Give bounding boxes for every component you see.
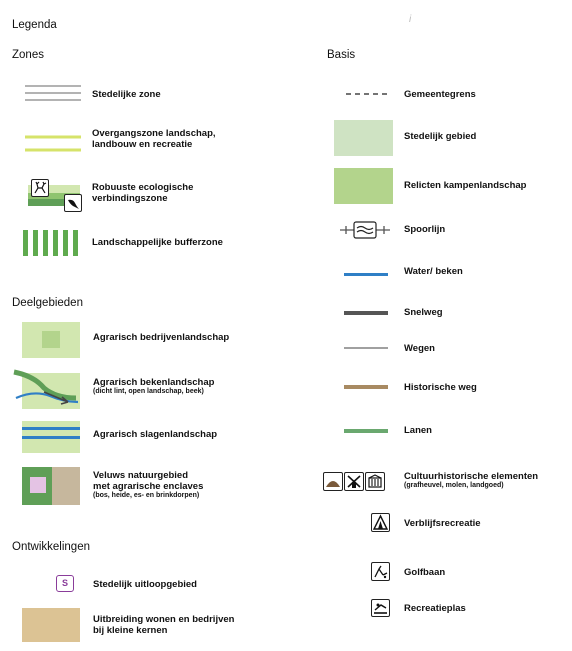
basis-label-water: Water/ beken <box>404 266 463 277</box>
slagenlandschap-symbol <box>22 421 80 453</box>
basis-label-spoorlijn: Spoorlijn <box>404 224 446 235</box>
legend-title: Legenda <box>12 19 57 31</box>
landgoed-icon <box>365 472 385 491</box>
deer-icon <box>31 179 49 197</box>
snelweg-symbol <box>344 311 388 315</box>
gemeentegrens-symbol <box>346 92 388 96</box>
basis-label-stedelijk-gebied: Stedelijk gebied <box>404 131 477 142</box>
section-basis: Basis <box>327 49 356 61</box>
wegen-symbol <box>344 347 388 349</box>
lanen-symbol <box>344 429 388 433</box>
section-deelgebieden: Deelgebieden <box>12 297 83 309</box>
relicten-symbol <box>334 168 393 204</box>
stedelijk-gebied-symbol <box>334 120 393 156</box>
molen-icon <box>344 472 364 491</box>
basis-label-historische-weg: Historische weg <box>404 382 477 393</box>
zone-label-overgangszone: Overgangszone landschap, landbouw en recreatie <box>92 128 216 150</box>
section-zones: Zones <box>12 49 44 61</box>
basis-label-wegen: Wegen <box>404 343 435 354</box>
zone-label-stedelijke-zone: Stedelijke zone <box>92 89 161 100</box>
basis-label-gemeentegrens: Gemeentegrens <box>404 89 476 100</box>
ontwikkeling-label-uitbreiding: Uitbreiding wonen en bedrijven bij kleine kernen <box>93 614 235 636</box>
basis-label-golfbaan: Golfbaan <box>404 567 446 578</box>
deelgebied-label-bekenlandschap: Agrarisch bekenlandschap (dicht lint, open landschap, beek) <box>93 377 215 395</box>
bufferzone-symbol <box>23 230 79 256</box>
deelgebied-label-veluws: Veluws natuurgebied met agrarische enclaves (bos, heide, es- en brinkdorpen) <box>93 470 204 499</box>
historische-weg-symbol <box>344 385 388 389</box>
golf-icon <box>371 562 390 581</box>
grafheuvel-icon <box>323 472 343 491</box>
water-symbol <box>344 273 388 276</box>
basis-label-lanen: Lanen <box>404 425 432 436</box>
ontwikkeling-label-uitloopgebied: Stedelijk uitloopgebied <box>93 579 197 590</box>
deelgebied-label-slagenlandschap: Agrarisch slagenlandschap <box>93 429 218 440</box>
spoorlijn-symbol <box>340 221 390 239</box>
info-mark: i <box>409 14 412 25</box>
basis-label-relicten: Relicten kampenlandschap <box>404 180 527 191</box>
bekenlandschap-symbol <box>14 368 84 412</box>
stedelijk-uitloopgebied-icon: S <box>56 575 74 592</box>
recreatieplas-icon <box>371 599 390 617</box>
basis-label-snelweg: Snelweg <box>404 307 443 318</box>
veluws-natuurgebied-symbol <box>22 467 80 505</box>
basis-label-recreatieplas: Recreatieplas <box>404 603 466 614</box>
overgangszone-symbol <box>25 134 81 154</box>
basis-label-verblijfsrecreatie: Verblijfsrecreatie <box>404 518 481 529</box>
bedrijvenlandschap-symbol <box>22 322 80 358</box>
uitbreiding-symbol <box>22 608 80 642</box>
zone-label-ecologische: Robuuste ecologische verbindingszone <box>92 182 194 204</box>
deelgebied-label-bedrijvenlandschap: Agrarisch bedrijvenlandschap <box>93 332 230 343</box>
tent-icon <box>371 513 390 532</box>
basis-label-cultuurhistorisch: Cultuurhistorische elementen (grafheuvel, molen, landgoed) <box>404 471 539 489</box>
bird-icon <box>64 194 82 212</box>
stedelijke-zone-symbol <box>25 84 81 104</box>
section-ontwikkelingen: Ontwikkelingen <box>12 541 90 553</box>
zone-label-bufferzone: Landschappelijke bufferzone <box>92 237 223 248</box>
